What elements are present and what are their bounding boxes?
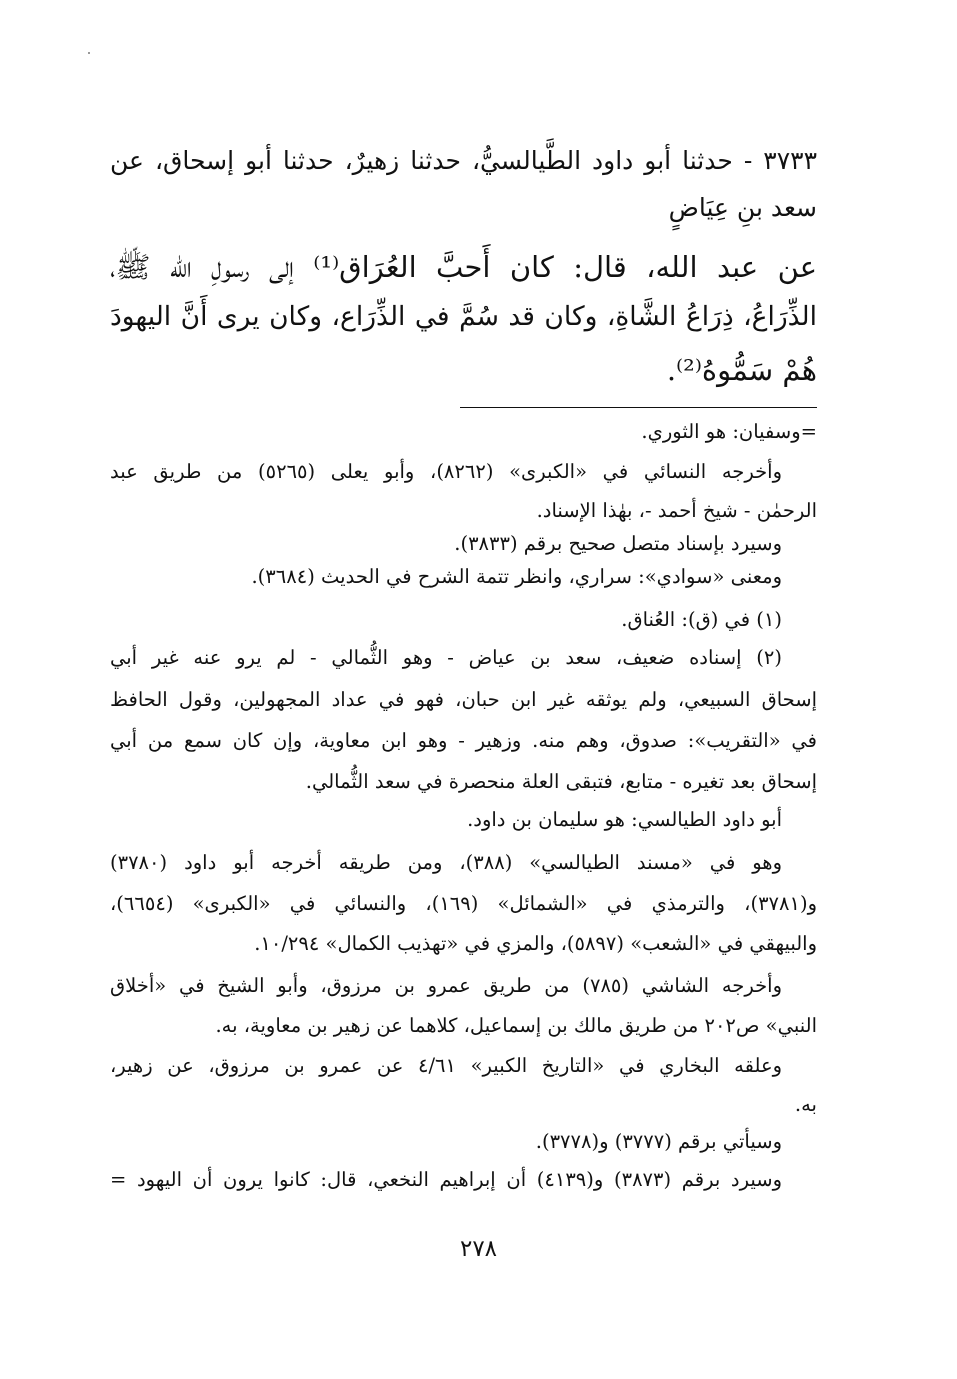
footnote-line: وسيرد برقم (٣٨٧٣) و(٤١٣٩) أن إبراهيم النخعي، قال: كانوا يرون أن اليهود = <box>110 1168 782 1191</box>
footnote-line: وسيأتي برقم (٣٧٧٧) و(٣٧٧٨). <box>535 1130 782 1153</box>
hadith-line-4: الذِّرَاعُ، ذِرَاعُ الشَّاةِ، وكان قد سُمَّ في الذِّرَاع، وكان يرى أَنَّ اليهودَ <box>110 301 817 332</box>
footnote-line: وأخرجه النسائي في «الكبرى» (٨٢٦٢)، وأبو يعلى (٥٢٦٥) من طريق عبد <box>110 460 782 483</box>
scan-speck <box>88 52 90 54</box>
footnote-line: =وسفيان: هو الثوري. <box>641 420 817 443</box>
hadith-line-1: ٣٧٣٣ - حدثنا أبو داود الطَّيالسيُّ، حدثنا زهيرٌ، حدثنا أبو إسحاق، عن <box>110 146 817 175</box>
hadith-line-5: هُمْ سَمُّوهُ⁽²⁾. <box>666 353 817 387</box>
footnote-line: وعلقه البخاري في «التاريخ الكبير» ٤/٦١ عن عمرو بن مرزوق، عن زهير، <box>110 1054 782 1077</box>
footnote-line: به. <box>794 1093 817 1116</box>
footnote-line: ومعنى «سوادي»: سراري، وانظر تتمة الشرح في الحديث (٣٦٨٤). <box>251 565 782 588</box>
footnote-line: الرحمٰن - شيخ أحمد -، بهٰذا الإسناد. <box>536 499 817 522</box>
footnote-line: (١) في (ق): العُناق. <box>621 608 782 631</box>
footnote-line: أبو داود الطيالسي: هو سليمان بن داود. <box>467 808 782 831</box>
footnote-separator <box>460 407 817 408</box>
footnote-line: النبي» ص٢٠٢ من طريق مالك بن إسماعيل، كلاهما عن زهير بن معاوية، به. <box>215 1014 817 1037</box>
footnote-line: و(٣٧٨١)، والترمذي في «الشمائل» (١٦٩)، والنسائي في «الكبرى» (٦٦٥٤)، <box>110 892 817 915</box>
page-number: ٢٧٨ <box>459 1236 498 1262</box>
footnote-line: في «التقريب»: صدوق، وهم منه. وزهير - وهو ابن معاوية، وإن كان سمع من أبي <box>110 729 817 752</box>
footnote-line: والبيهقي في «الشعب» (٥٨٩٧)، والمزي في «تهذيب الكمال» ١٠/٢٩٤. <box>254 932 817 955</box>
footnote-line: وأخرجه الشاشي (٧٨٥) من طريق عمرو بن مرزوق، وأبو الشيخ في «أخلاق <box>110 974 782 997</box>
footnote-line: إسحاق السبيعي، ولم يوثقه غير ابن حبان، فهو في عداد المجهولين، وقول الحافظ <box>110 688 817 711</box>
hadith-line-2: سعد بنِ عِيَاضٍ <box>668 193 817 222</box>
footnote-line: وهو في «مسند الطيالسي» (٣٨٨)، ومن طريقه أخرجه أبو داود (٣٧٨٠) <box>110 851 782 874</box>
footnote-line: وسيرد بإسناد متصل صحيح برقم (٣٨٣٣). <box>454 532 782 555</box>
footnote-line: إسحاق بعد تغيره - متابع، فتبقى العلة منحصرة في سعد الثُّمالي. <box>305 770 817 793</box>
hadith-line-3: عن عبد الله، قال: كان أَحبَّ العُرَاق⁽¹⁾ إلى رسولِ الله ﷺ، <box>110 250 818 284</box>
footnote-line: (٢) إسناده ضعيف، سعد بن عياض - وهو الثُّمالي - لم يرو عنه غير أبي <box>110 646 782 669</box>
